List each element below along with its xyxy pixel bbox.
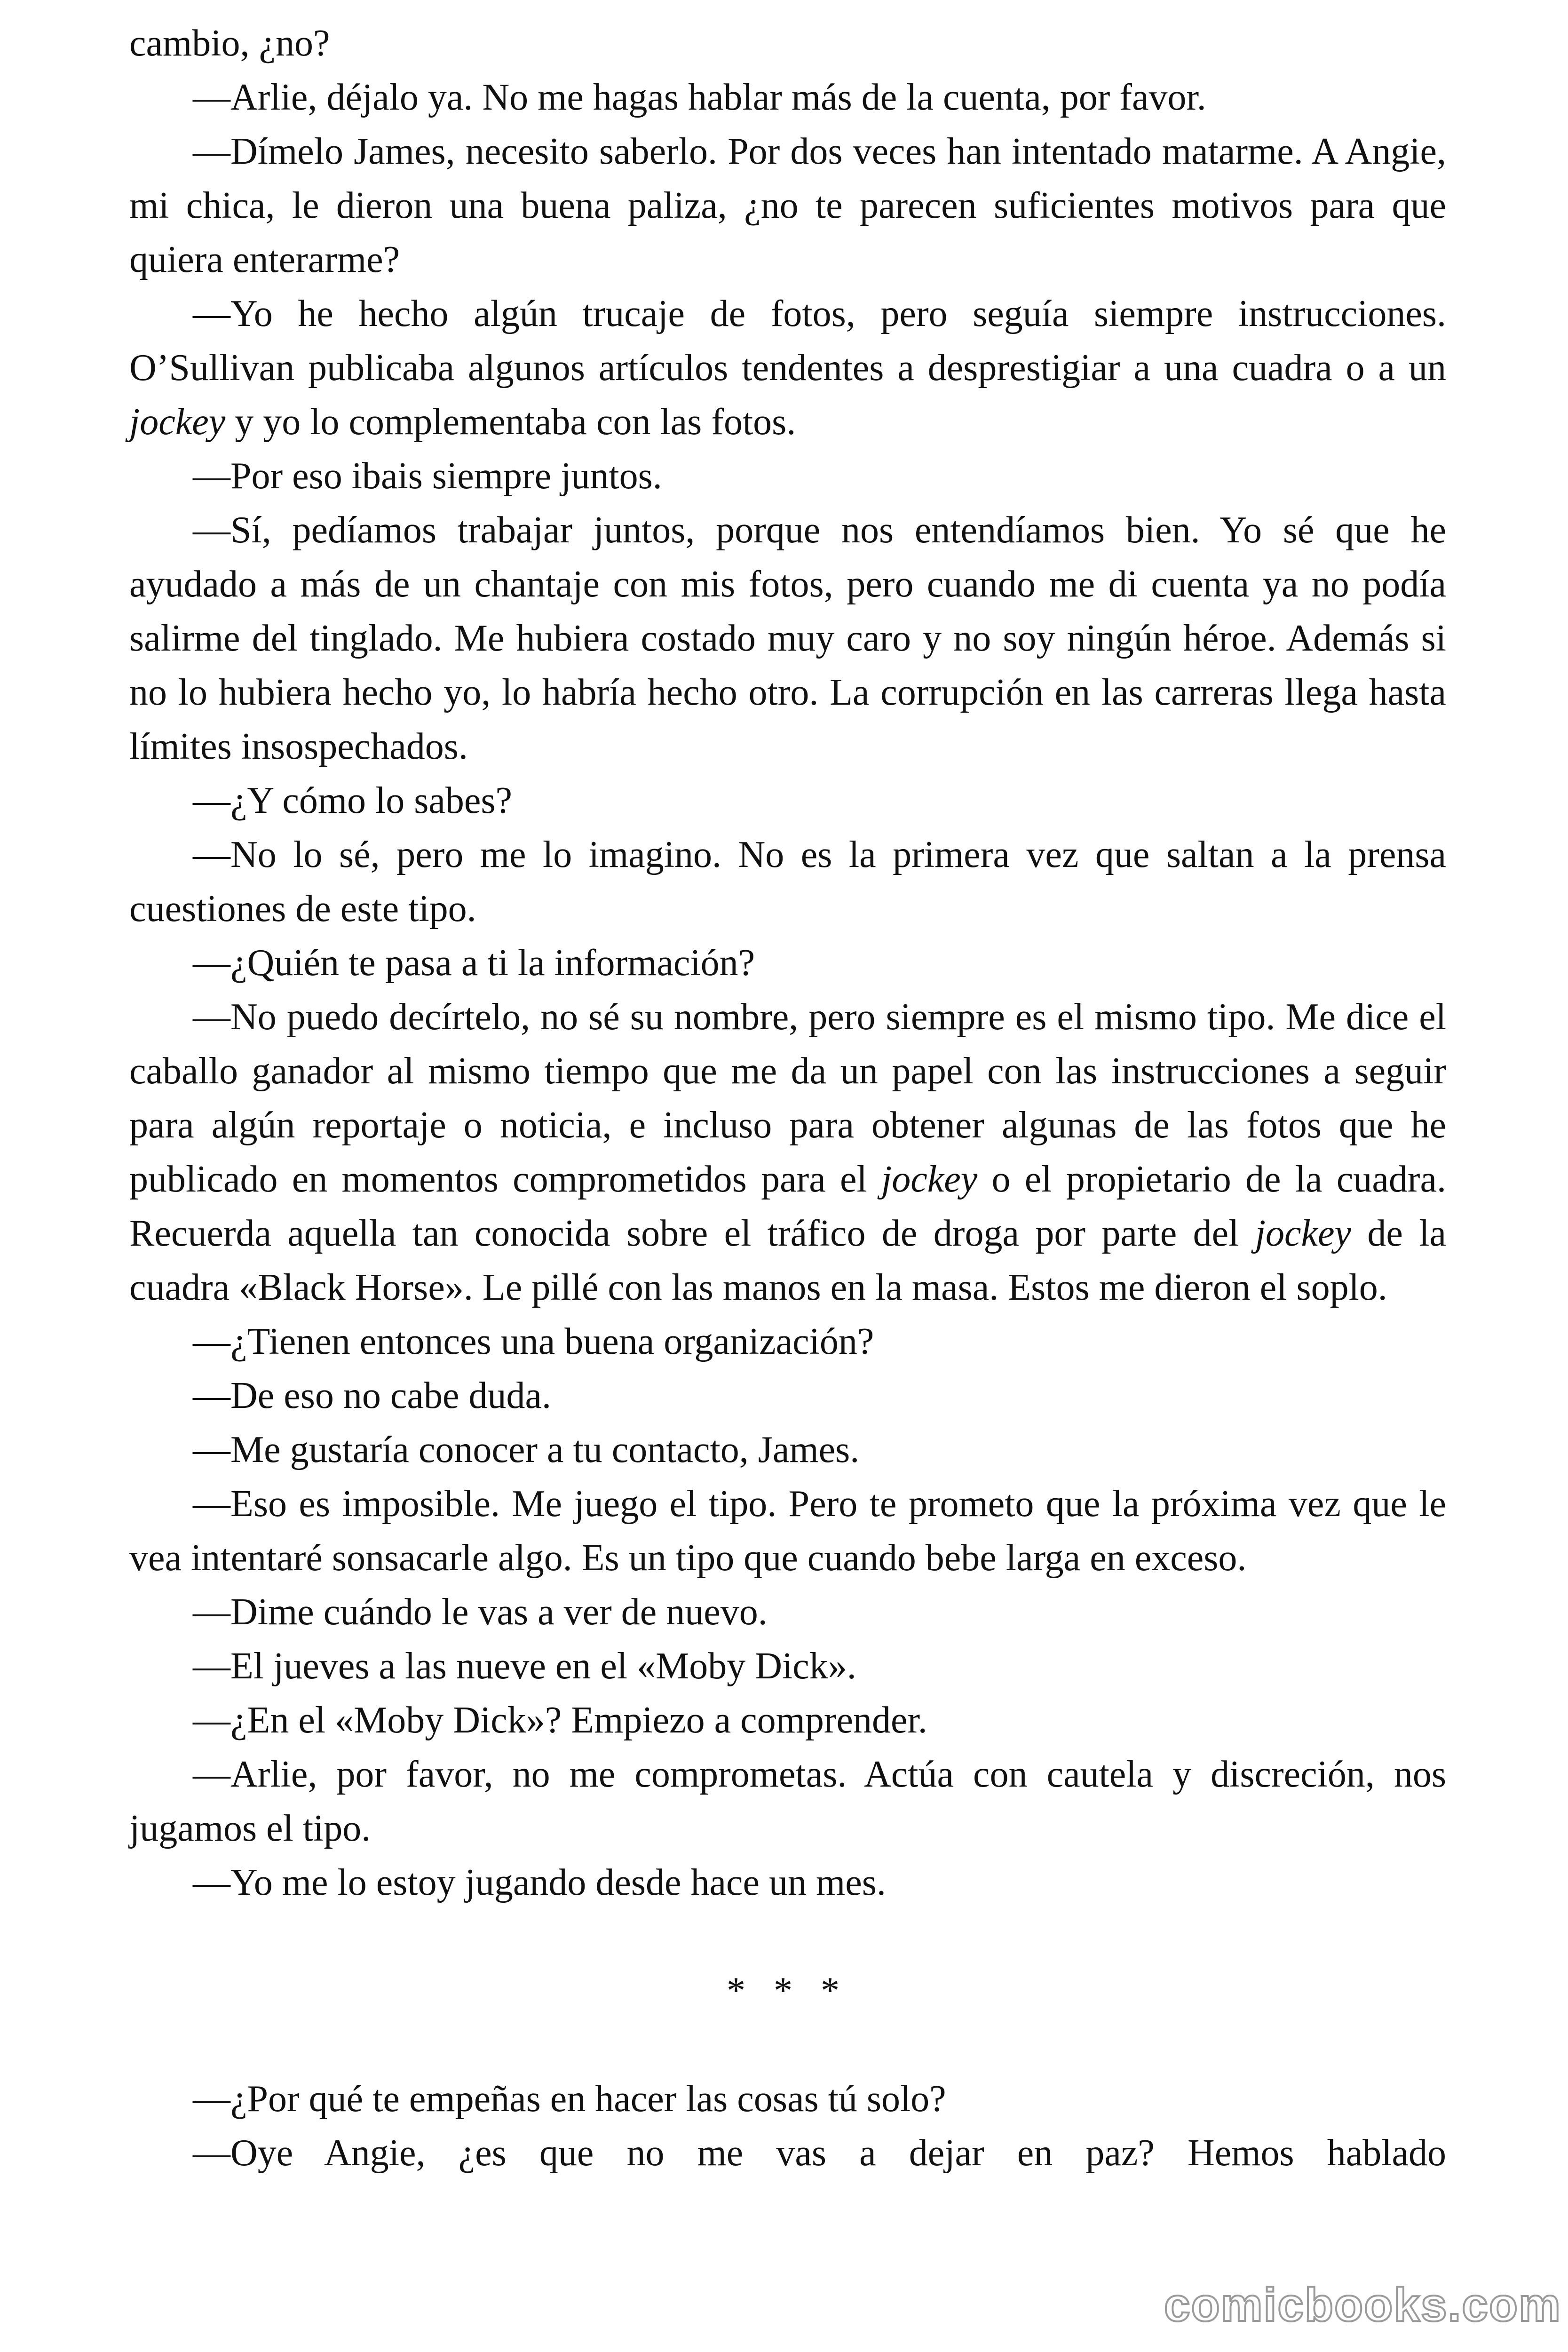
paragraph <box>129 1585 1446 1639</box>
paragraph <box>129 1369 1446 1423</box>
text-segment: o el propietario de la cuadra. Recuerda aquella tan conocida sobre el tráfico de droga por parte del <box>129 1159 1446 1254</box>
paragraph <box>129 2072 1446 2126</box>
paragraph <box>129 1315 1446 1369</box>
watermark-logo: comicbooks.com <box>1164 2279 1561 2331</box>
emphasis: jockey <box>881 1159 978 1200</box>
italic-text <box>129 401 225 443</box>
paragraph <box>129 774 1446 828</box>
text-segment: y yo lo complementaba con las fotos. <box>225 401 796 443</box>
text-segment: cambio, ¿no? <box>129 23 330 64</box>
text-segment: —Yo he hecho algún trucaje de fotos, pero seguía siempre instrucciones. O’Sullivan publicaba algunos artículos tendentes a desprestigiar a una cuadra o a un <box>129 293 1446 389</box>
text-segment: —¿Y cómo lo sabes? <box>193 780 513 821</box>
text-block-after-separator <box>129 2072 1446 2180</box>
paragraph <box>129 1423 1446 1477</box>
text-segment: —Por eso ibais siempre juntos. <box>193 455 662 497</box>
paragraph <box>129 1748 1446 1856</box>
emphasis: jockey <box>1255 1213 1351 1254</box>
text-segment: —¿En el «Moby Dick»? Empiezo a comprender. <box>193 1700 927 1741</box>
text-block-before-separator <box>129 16 1446 1910</box>
paragraph <box>129 1856 1446 1910</box>
text-segment: —¿Por qué te empeñas en hacer las cosas tú solo? <box>193 2078 946 2120</box>
text-segment: de la cuadra «Black Horse». Le pillé con las manos en la masa. Estos me dieron el soplo. <box>129 1213 1447 1308</box>
paragraph <box>129 1693 1446 1748</box>
scene-separator: * * * <box>727 1970 849 2011</box>
italic-text <box>881 1159 977 1200</box>
paragraph <box>129 1477 1446 1585</box>
text-segment: —No puedo decírtelo, no sé su nombre, pero siempre es el mismo tipo. Me dice el caballo ganador al mismo tiempo que me da un papel con las instrucciones a seguir para algún reportaje o noticia, e incluso para obtener algunas de las fotos que he publicado en momentos comprometidos para el <box>129 996 1446 1200</box>
text-segment: —El jueves a las nueve en el «Moby Dick». <box>193 1645 856 1687</box>
paragraph <box>129 287 1446 449</box>
paragraph <box>129 125 1446 287</box>
text-segment: —Oye Angie, ¿es que no me vas a dejar en paz? Hemos hablado <box>193 2132 1446 2174</box>
text-segment: —Sí, pedíamos trabajar juntos, porque nos entendíamos bien. Yo sé que he ayudado a más de un chantaje con mis fotos, pero cuando me di cuenta ya no podía salirme del tinglado. Me hubiera costado muy caro y no soy ningún héroe. Además si no lo hubiera hecho yo, lo habría hecho otro. La corrupción en las carreras llega hasta límites insospechados. <box>129 509 1446 767</box>
text-segment: —Dime cuándo le vas a ver de nuevo. <box>193 1591 768 1633</box>
text-segment: —Arlie, déjalo ya. No me hagas hablar más de la cuenta, por favor. <box>193 77 1206 118</box>
paragraph <box>129 71 1446 125</box>
italic-text <box>1255 1213 1351 1254</box>
text-segment: —Dímelo James, necesito saberlo. Por dos veces han intentado matarme. A Angie, mi chica, le dieron una buena paliza, ¿no te parecen suficientes motivos para que quiera enterarme? <box>129 131 1446 280</box>
text-segment: —¿Tienen entonces una buena organización? <box>193 1321 874 1362</box>
text-segment: —De eso no cabe duda. <box>193 1375 551 1416</box>
paragraph <box>129 990 1446 1315</box>
paragraph <box>129 1639 1446 1693</box>
paragraph <box>129 449 1446 503</box>
page-text <box>129 16 1446 2180</box>
emphasis: jockey <box>129 401 226 443</box>
text-segment: —Eso es imposible. Me juego el tipo. Pero te prometo que la próxima vez que le vea intentaré sonsacarle algo. Es un tipo que cuando bebe larga en exceso. <box>129 1483 1446 1579</box>
text-segment: —No lo sé, pero me lo imagino. No es la primera vez que saltan a la prensa cuestiones de este tipo. <box>129 834 1446 930</box>
text-segment: —Arlie, por favor, no me comprometas. Actúa con cautela y discreción, nos jugamos el tipo. <box>129 1754 1446 1849</box>
paragraph <box>129 16 1446 71</box>
text-segment: —Yo me lo estoy jugando desde hace un mes. <box>193 1862 886 1903</box>
paragraph <box>129 936 1446 990</box>
text-segment: —Me gustaría conocer a tu contacto, James. <box>193 1429 860 1470</box>
paragraph <box>129 2126 1446 2180</box>
paragraph <box>129 503 1446 774</box>
text-segment: —¿Quién te pasa a ti la información? <box>193 942 755 984</box>
paragraph <box>129 828 1446 936</box>
